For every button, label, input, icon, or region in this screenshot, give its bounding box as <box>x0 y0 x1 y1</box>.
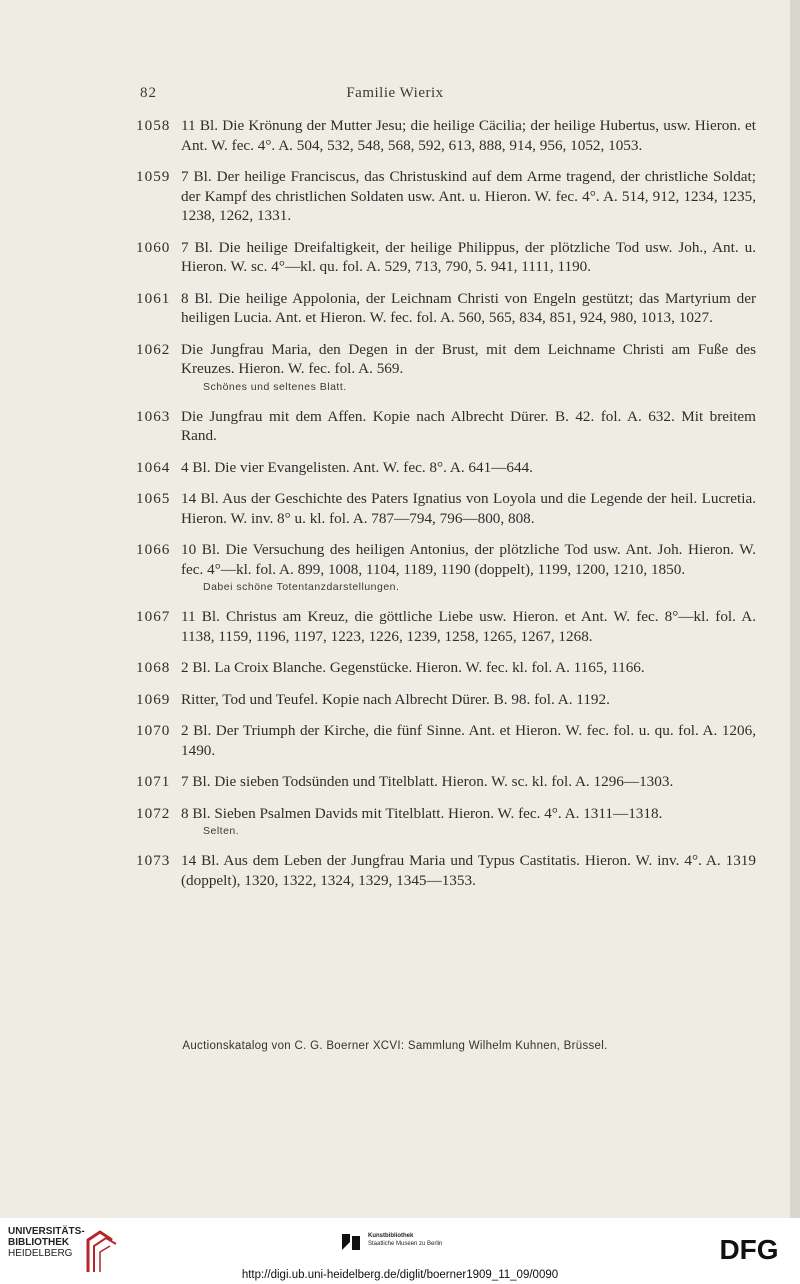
entry-number: 1063 <box>136 407 171 425</box>
catalog-entry <box>136 540 756 595</box>
catalog-entries <box>136 116 756 902</box>
catalog-entry <box>136 690 756 710</box>
university-line1: UNIVERSITÄTS- <box>8 1226 85 1237</box>
university-line3: HEIDELBERG <box>8 1248 73 1259</box>
entry-number: 1073 <box>136 852 171 869</box>
catalog-entry <box>136 458 756 478</box>
entry-text: 14 Bl. Aus der Geschichte des Paters Ignatius von Loyola und die Legende der heil. Lucretia. Hieron. W. inv. 8° u. kl. fol. A. 787—794, 796—800, 808. <box>181 490 756 527</box>
dfg-text: DFG <box>719 1236 779 1262</box>
kunstbibliothek-text <box>368 1232 442 1248</box>
catalog-entry <box>136 340 756 395</box>
entry-text: Ritter, Tod und Teufel. Kopie nach Albrecht Dürer. B. 98. fol. A. 1192. <box>181 690 610 708</box>
kunstbibliothek-icon <box>340 1230 362 1252</box>
running-title: Familie Wierix <box>346 85 444 101</box>
kb-subtitle: Staatliche Museen zu Berlin <box>368 1241 443 1247</box>
entry-number: 1062 <box>136 340 171 358</box>
entry-number: 1067 <box>136 608 171 625</box>
entry-note: Selten. <box>203 825 240 837</box>
catalog-entry <box>136 238 756 277</box>
entry-text: Die Jungfrau mit dem Affen. Kopie nach Albrecht Dürer. B. 42. fol. A. 632. Mit breitem Rand. <box>181 407 756 444</box>
catalog-entry <box>136 721 756 760</box>
entry-text: Die Jungfrau Maria, den Degen in der Brust, mit dem Leichname Christi am Fuße des Kreuzes. Hieron. W. fec. fol. A. 569. <box>181 340 756 377</box>
entry-number: 1058 <box>136 117 171 134</box>
entry-number: 1072 <box>136 804 171 822</box>
catalog-entry <box>136 658 756 678</box>
entry-text: 14 Bl. Aus dem Leben der Jungfrau Maria und Typus Castitatis. Hieron. W. inv. 4°. A. 1319 (doppelt), 1320, 1322, 1324, 1329, 1345—1353. <box>181 852 756 889</box>
catalog-entry <box>136 851 756 890</box>
university-line2: BIBLIOTHEK <box>8 1237 70 1248</box>
entry-number: 1066 <box>136 541 171 558</box>
permalink-url[interactable]: http://digi.ub.uni-heidelberg.de/diglit/boerner1909_11_09/0090 <box>241 1269 559 1281</box>
catalog-entry <box>136 289 756 328</box>
catalog-entry <box>136 607 756 646</box>
university-logo-text <box>8 1226 85 1259</box>
entry-text: 10 Bl. Die Versuchung des heiligen Antonius, der plötzliche Tod usw. Ant. Joh. Hieron. W. fec. 4°—kl. fol. A. 899, 1008, 1104, 1189, 1190 (doppelt), 1199, 1200, 1210, 1850. <box>181 541 756 578</box>
catalog-entry <box>136 407 756 446</box>
entry-text: 2 Bl. La Croix Blanche. Gegenstücke. Hieron. W. fec. kl. fol. A. 1165, 1166. <box>181 659 645 676</box>
entry-number: 1061 <box>136 289 171 307</box>
dfg-logo[interactable] <box>708 1236 790 1262</box>
entry-text: 2 Bl. Der Triumph der Kirche, die fünf Sinne. Ant. et Hieron. W. fec. fol. u. qu. fol. A. 1206, 1490. <box>181 722 756 759</box>
page-header <box>0 85 790 105</box>
entry-text: 11 Bl. Christus am Kreuz, die göttliche Liebe usw. Hieron. et Ant. W. fec. 8°—kl. fol. A. 1138, 1159, 1196, 1197, 1223, 1226, 1239, 1258, 1265, 1267, 1268. <box>181 608 756 645</box>
viewer-footer-bar <box>0 1218 800 1284</box>
entry-text: 7 Bl. Der heilige Franciscus, das Christuskind auf dem Arme tragend, der christliche Soldat; der Kampf des christlichen Soldaten usw. Ant. u. Hieron. W. fec. 4°. A. 514, 912, 1234, 1235, 1238, 1262, 1331. <box>181 168 756 224</box>
page-edge <box>790 0 800 1218</box>
entry-number: 1069 <box>136 690 171 708</box>
catalog-footer: Auctionskatalog von C. G. Boerner XCVI: Sammlung Wilhelm Kuhnen, Brüssel. <box>182 1040 608 1052</box>
catalog-entry <box>136 167 756 226</box>
entry-text: 7 Bl. Die heilige Dreifaltigkeit, der heilige Philippus, der plötzliche Tod usw. Joh., Ant. u. Hieron. W. sc. 4°—kl. qu. fol. A. 529, 713, 790, 5. 941, 1111, 1190. <box>181 238 756 275</box>
university-emblem-icon <box>82 1228 118 1274</box>
entry-number: 1064 <box>136 458 171 476</box>
page-number: 82 <box>140 85 157 101</box>
entry-number: 1070 <box>136 722 171 739</box>
entry-text: 8 Bl. Sieben Psalmen Davids mit Titelblatt. Hieron. W. fec. 4°. A. 1311—1318. <box>181 804 663 822</box>
catalog-entry <box>136 772 756 792</box>
entry-number: 1068 <box>136 659 171 676</box>
entry-text: 8 Bl. Die heilige Appolonia, der Leichnam Christi von Engeln gestützt; das Martyrium der heiligen Lucia. Ant. et Hieron. W. fec. fol. A. 560, 565, 834, 851, 924, 980, 1013, 1027. <box>181 289 756 326</box>
entry-number: 1071 <box>136 773 171 790</box>
entry-text: 4 Bl. Die vier Evangelisten. Ant. W. fec. 8°. A. 641—644. <box>181 458 533 476</box>
entry-text: 7 Bl. Die sieben Todsünden und Titelblatt. Hieron. W. sc. kl. fol. A. 1296—1303. <box>181 773 674 790</box>
kb-name: Kunstbibliothek <box>368 1233 414 1239</box>
entry-number: 1059 <box>136 168 171 185</box>
entry-text: 11 Bl. Die Krönung der Mutter Jesu; die heilige Cäcilia; der heilige Hubertus, usw. Hieron. et Ant. W. fec. 4°. A. 504, 532, 548, 568, 592, 613, 888, 914, 956, 1052, 1053. <box>181 117 756 154</box>
catalog-entry <box>136 804 756 840</box>
entry-number: 1060 <box>136 238 171 256</box>
entry-number: 1065 <box>136 490 171 507</box>
entry-note: Dabei schöne Totentanzdarstellungen. <box>203 581 400 593</box>
entry-note: Schönes und seltenes Blatt. <box>203 380 347 393</box>
catalog-entry <box>136 489 756 528</box>
catalog-entry <box>136 116 756 155</box>
